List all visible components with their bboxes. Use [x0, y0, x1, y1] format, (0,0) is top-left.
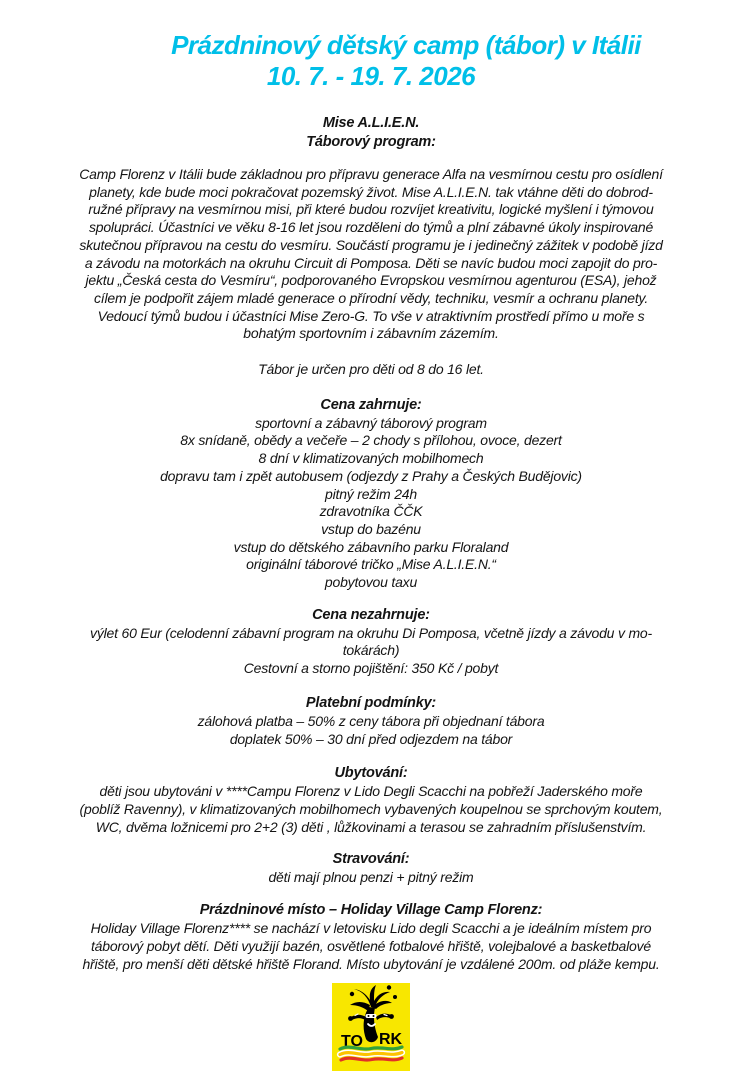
price-include-item: dopravu tam i zpět autobusem (odjezdy z Prahy a Českých Budějovic): [160, 467, 582, 484]
price-include-item: sportovní a zábavný táborový program: [255, 414, 487, 431]
text-line: Cestovní a storno pojištění: 350 Kč / pobyt: [243, 660, 499, 677]
page-title-line2: 10. 7. - 19. 7. 2026: [266, 61, 476, 91]
text-line: Camp Florenz v Itálii bude základnou pro přípravu generace Alfa na vesmírnou cestu pro osídlení: [79, 166, 663, 182]
section-accommodation: [0, 764, 742, 836]
price-includes-heading: Cena zahrnuje:: [320, 396, 422, 413]
text-line: skutečnou přípravou na cestu do vesmíru. Součástí programu je i jedinečný zážitek v podobě jízd: [79, 236, 663, 253]
text-line: Vedoucí týmů budou i účastníci Mise Zero-G. To vše v atraktivním prostředí přímo u moře s: [97, 307, 645, 324]
text-line: zálohová platba – 50% z ceny tábora při objednaní tábora: [197, 712, 545, 729]
price-include-item: 8 dní v klimatizovaných mobilhomech: [258, 450, 484, 467]
section-location: [0, 901, 742, 973]
tork-logo: [332, 983, 410, 1071]
price-include-item: pitný režim 24h: [325, 485, 417, 502]
text-line: děti jsou ubytováni v ****Campu Florenz v Lido Degli Scacchi na pobřeží Jaderského moře: [99, 783, 643, 800]
text-line: cílem je podpořit zájem mladé generace o přírodní vědy, techniku, vesmír a ochranu planety.: [93, 289, 649, 306]
text-line: výlet 60 Eur (celodenní zábavní program na okruhu Di Pomposa, včetně jízdy a závodu v mo-: [90, 624, 652, 641]
text-line: ružné přípravy na vesmírnou misi, při které budou rozvíjet kreativitu, logické myšlení i týmovou: [88, 201, 654, 218]
price-include-item: originální táborové tričko „Mise A.L.I.E.N.“: [246, 556, 496, 573]
text-line: a závodu na motorkách na okruhu Circuit di Pomposa. Děti se navíc budou moci zapojit do pro-: [84, 254, 658, 271]
section-meals: [0, 850, 742, 887]
price-include-item: pobytovou taxu: [324, 574, 418, 591]
payment-heading: Platební podmínky:: [305, 694, 437, 711]
text-line: bohatým sportovním i zábavním zázemím.: [243, 325, 499, 342]
text-line: (poblíž Ravenny), v klimatizovaných mobilhomech vybavených koupelnou se sprchovým koutem,: [79, 800, 663, 817]
price-include-item: vstup do dětského zábavního parku Floraland: [233, 538, 509, 555]
price-include-item: zdravotníka ČČK: [319, 503, 423, 520]
logo-text-left: TO: [341, 1033, 363, 1051]
text-line: hřiště, pro menší děti dětské hřiště Florand. Místo ubytování je vzdálené 200m. od pláže kempu.: [82, 955, 660, 972]
section-price-includes: [0, 396, 742, 592]
text-line: spolupráci. Účastníci ve věku 8-16 let jsou rozděleni do týmů a plní zábavné úkoly inspirované: [88, 219, 654, 236]
location-heading: Prázdninové místo – Holiday Village Camp Florenz:: [199, 902, 543, 919]
price-include-item: 8x snídaně, obědy a večeře – 2 chody s přílohou, ovoce, dezert: [180, 432, 562, 449]
text-line: tokárách): [342, 642, 400, 659]
logo-text-right: RK: [379, 1031, 403, 1049]
text-line: planety, kde bude moci pokračovat pozemský život. Mise A.L.I.E.N. tak vtáhne děti do dobrod-: [89, 183, 653, 200]
meals-heading: Stravování:: [332, 851, 410, 868]
text-line: Tábor je určen pro děti od 8 do 16 let.: [258, 361, 484, 378]
page-title: [0, 0, 742, 92]
text-line: Holiday Village Florenz**** se nachází v letovisku Lido degli Scacchi a je ideálním místem pro: [90, 920, 652, 937]
accommodation-heading: Ubytování:: [334, 765, 408, 782]
age-note: [0, 361, 742, 379]
program-heading-mise: Mise A.L.I.E.N.: [322, 115, 420, 131]
text-line: doplatek 50% – 30 dní před odjezdem na tábor: [229, 730, 513, 747]
text-line: WC, dvěma ložnicemi pro 2+2 (3) děti , lůžkovinami a terasou se zahradním příslušenstvím.: [95, 818, 647, 835]
text-line: jektu „Česká cesta do Vesmíru“, podporovaného Evropskou vesmírnou agenturou (ESA), jehož: [85, 272, 657, 289]
page-title-line1: Prázdninový dětský camp (tábor) v Itálii: [171, 30, 641, 60]
text-line: táborový pobyt dětí. Děti využijí bazén, osvětlené fotbalové hřiště, volejbalové a basketbalové: [90, 937, 651, 954]
price-excludes-heading: Cena nezahrnuje:: [312, 606, 430, 623]
section-payment: [0, 694, 742, 748]
price-include-item: vstup do bazénu: [321, 520, 421, 537]
section-price-excludes: [0, 606, 742, 678]
footer-logo-area: [0, 983, 742, 1071]
section-program-paragraph: [0, 166, 742, 343]
text-line: děti mají plnou penzi + pitný režim: [268, 869, 474, 886]
section-program-heading: [0, 114, 742, 152]
program-heading-label: Táborový program:: [306, 134, 436, 150]
